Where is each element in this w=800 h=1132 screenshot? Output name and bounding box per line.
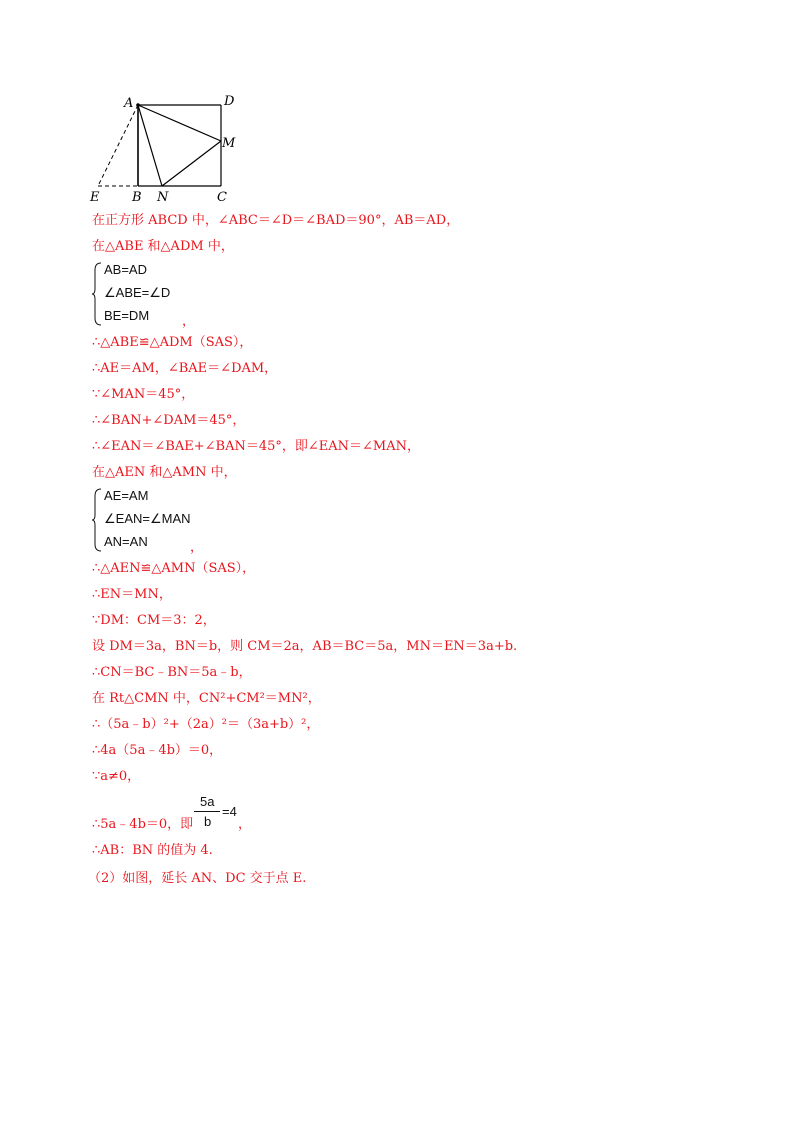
left-brace-icon xyxy=(92,488,102,552)
system-row: BE=DM xyxy=(104,308,150,323)
solution-line: ∴△ABE≌△ADM（SAS）， xyxy=(92,335,253,350)
left-brace-icon xyxy=(92,262,102,326)
solution-line: ∴（5a﹣b）²+（2a）²＝（3a+b）²， xyxy=(92,717,320,732)
segment-ae-dashed xyxy=(98,105,138,186)
fraction-5a-over-b xyxy=(192,794,237,834)
system-trailing-comma: ， xyxy=(190,540,204,555)
segment-an xyxy=(138,105,162,186)
system-row: ∠EAN=∠MAN xyxy=(104,511,191,526)
solution-line: ∴EN＝MN， xyxy=(92,587,172,602)
solution-line: ∴AB：BN 的值为 4. xyxy=(92,843,213,858)
label-c: C xyxy=(217,190,227,205)
solution-line: ∴CN＝BC﹣BN＝5a﹣b， xyxy=(92,665,252,680)
label-d: D xyxy=(224,94,235,109)
solution-line: ∴AE＝AM，∠BAE＝∠DAM， xyxy=(92,361,278,376)
label-e: E xyxy=(90,190,100,205)
segment-nm xyxy=(162,141,221,186)
solution-line: 设 DM＝3a，BN＝b，则 CM＝2a，AB＝BC＝5a，MN＝EN＝3a+b. xyxy=(92,639,518,654)
equation-system-2 xyxy=(92,488,252,558)
solution-line: 在△ABE 和△ADM 中， xyxy=(92,239,234,254)
solution-line: ∴△AEN≌△AMN（SAS）， xyxy=(92,561,256,576)
solution-line: ∵∠MAN＝45°， xyxy=(92,387,195,402)
system-row: ∠ABE=∠D xyxy=(104,285,171,300)
solution-line: 在△AEN 和△AMN 中， xyxy=(92,465,237,480)
fraction-denominator: b xyxy=(204,814,212,829)
label-a: A xyxy=(124,96,134,111)
system-row: AB=AD xyxy=(104,262,147,277)
fraction-bar xyxy=(194,811,220,812)
label-m: M xyxy=(222,136,236,151)
solution-line: ∴∠BAN+∠DAM＝45°， xyxy=(92,413,246,428)
solution-line: （2）如图，延长 AN、DC 交于点 E. xyxy=(88,871,307,886)
solution-line: 在 Rt△CMN 中，CN²+CM²＝MN²， xyxy=(92,691,321,706)
equation-system-1 xyxy=(92,262,252,332)
system-row: AN=AN xyxy=(104,534,148,549)
fraction-rhs: =4 xyxy=(222,804,237,819)
label-b: B xyxy=(132,190,142,205)
square-abcd-diagram xyxy=(80,88,250,208)
label-n: N xyxy=(157,190,169,205)
solution-line: ∴5a﹣4b＝0，即 xyxy=(92,817,194,832)
fraction-trailing-comma: ， xyxy=(238,817,252,832)
point-a xyxy=(136,103,140,107)
solution-line: 在正方形 ABCD 中，∠ABC＝∠D＝∠BAD＝90°，AB＝AD， xyxy=(92,213,460,228)
solution-line: ∴4a（5a﹣4b）＝0， xyxy=(92,743,223,758)
system-trailing-comma: ， xyxy=(182,314,196,329)
geometry-figure xyxy=(80,88,250,212)
solution-line: ∴∠EAN＝∠BAE+∠BAN＝45°，即∠EAN＝∠MAN， xyxy=(92,439,420,454)
solution-line: ∵DM：CM＝3：2， xyxy=(92,613,216,628)
solution-line: ∵a≠0， xyxy=(92,769,141,784)
system-row: AE=AM xyxy=(104,488,149,503)
fraction-numerator: 5a xyxy=(200,794,215,809)
segment-am xyxy=(138,105,221,141)
